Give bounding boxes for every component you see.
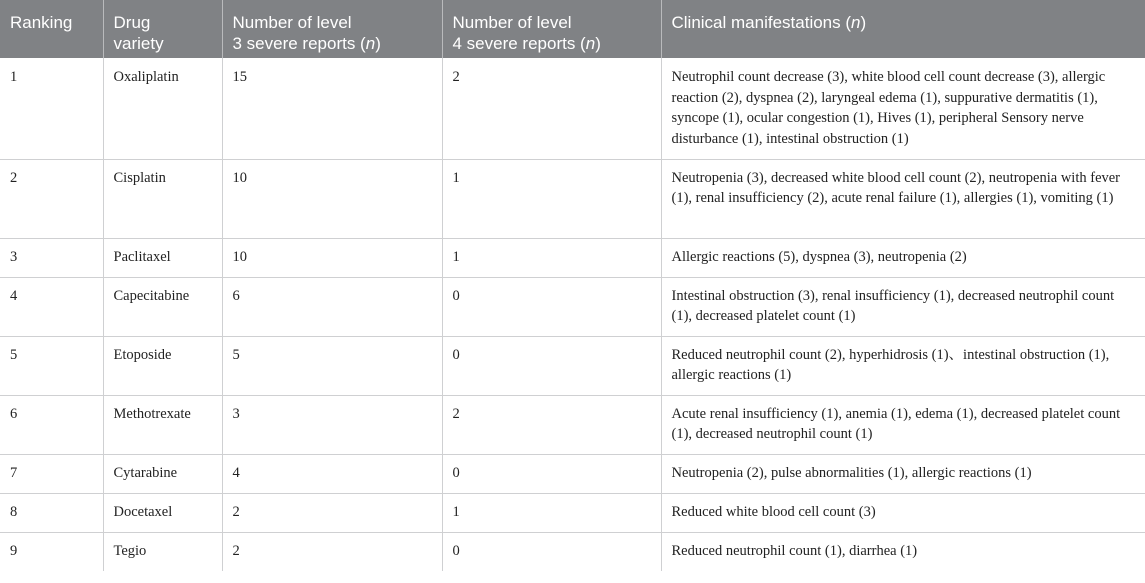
cell-drug: Paclitaxel bbox=[103, 238, 222, 277]
cell-level3: 6 bbox=[222, 277, 442, 336]
cell-clinical: Reduced white blood cell count (3) bbox=[661, 493, 1145, 532]
header-level3-line1: Number of level bbox=[232, 13, 352, 32]
table-row bbox=[0, 395, 1145, 454]
table-row bbox=[0, 493, 1145, 532]
cell-level4: 0 bbox=[442, 277, 661, 336]
cell-clinical: Intestinal obstruction (3), renal insufficiency (1), decreased neutrophil count (1), decreased platelet count (1) bbox=[661, 277, 1145, 336]
header-clinical-label: Clinical manifestations ( bbox=[671, 13, 852, 32]
header-row bbox=[0, 0, 1145, 58]
header-drug-line2: variety bbox=[113, 34, 164, 53]
cell-drug: Tegio bbox=[103, 532, 222, 571]
header-level3-n: n bbox=[365, 34, 376, 53]
cell-level3: 5 bbox=[222, 336, 442, 395]
cell-ranking: 7 bbox=[0, 454, 103, 493]
table-row bbox=[0, 532, 1145, 571]
header-clinical-manifestations bbox=[661, 0, 1145, 58]
cell-drug: Docetaxel bbox=[103, 493, 222, 532]
cell-ranking: 2 bbox=[0, 159, 103, 238]
cell-level4: 1 bbox=[442, 159, 661, 238]
cell-ranking: 4 bbox=[0, 277, 103, 336]
cell-level3: 2 bbox=[222, 493, 442, 532]
cell-level3: 15 bbox=[222, 58, 442, 159]
cell-ranking: 3 bbox=[0, 238, 103, 277]
header-clinical-n: n bbox=[851, 13, 861, 32]
table-body bbox=[0, 58, 1145, 571]
cell-ranking: 5 bbox=[0, 336, 103, 395]
cell-clinical: Reduced neutrophil count (1), diarrhea (1) bbox=[661, 532, 1145, 571]
cell-drug: Capecitabine bbox=[103, 277, 222, 336]
cell-drug: Methotrexate bbox=[103, 395, 222, 454]
cell-clinical: Reduced neutrophil count (2), hyperhidrosis (1)、intestinal obstruction (1), allergic reactions (1) bbox=[661, 336, 1145, 395]
cell-clinical: Acute renal insufficiency (1), anemia (1), edema (1), decreased platelet count (1), decreased neutrophil count (1) bbox=[661, 395, 1145, 454]
cell-level3: 10 bbox=[222, 238, 442, 277]
header-drug-variety bbox=[103, 0, 222, 58]
header-clinical-close: ) bbox=[860, 13, 867, 32]
header-level4-line1: Number of level bbox=[452, 13, 572, 32]
cell-level4: 1 bbox=[442, 238, 661, 277]
cell-drug: Cytarabine bbox=[103, 454, 222, 493]
header-level4-line2: 4 severe reports ( bbox=[452, 34, 586, 53]
cell-clinical: Neutropenia (2), pulse abnormalities (1), allergic reactions (1) bbox=[661, 454, 1145, 493]
cell-ranking: 9 bbox=[10, 542, 18, 559]
cell-drug: Cisplatin bbox=[103, 159, 222, 238]
cell-clinical: Neutrophil count decrease (3), white blood cell count decrease (3), allergic reaction (2), dyspnea (2), laryngeal edema (1), suppurative dermatitis (1), syncope (1), ocular congestion (1), Hives (1), peripheral Sensory nerve disturbance (1), intestinal obstruction (1) bbox=[661, 58, 1145, 159]
table-row bbox=[0, 58, 1145, 159]
header-drug-line1: Drug bbox=[113, 13, 151, 32]
header-ranking-label: Ranking bbox=[10, 13, 73, 32]
cell-clinical: Allergic reactions (5), dyspnea (3), neutropenia (2) bbox=[661, 238, 1145, 277]
table-row bbox=[0, 336, 1145, 395]
cell-level4: 0 bbox=[442, 532, 661, 571]
table-row bbox=[0, 454, 1145, 493]
header-level4-reports bbox=[442, 0, 661, 58]
cell-ranking: 6 bbox=[0, 395, 103, 454]
header-level3-reports bbox=[222, 0, 442, 58]
header-level3-line2: 3 severe reports ( bbox=[232, 34, 366, 53]
cell-clinical: Neutropenia (3), decreased white blood cell count (2), neutropenia with fever (1), renal insufficiency (2), acute renal failure (1), allergies (1), vomiting (1) bbox=[661, 159, 1145, 238]
cell-drug: Oxaliplatin bbox=[103, 58, 222, 159]
table-header bbox=[0, 0, 1145, 58]
cell-drug: Etoposide bbox=[103, 336, 222, 395]
cell-level3: 10 bbox=[222, 159, 442, 238]
cell-level3: 2 bbox=[222, 532, 442, 571]
cell-level3: 3 bbox=[222, 395, 442, 454]
cell-ranking: 1 bbox=[0, 58, 103, 159]
cell-level4: 2 bbox=[442, 395, 661, 454]
header-level4-close: ) bbox=[595, 34, 601, 53]
header-level3-close: ) bbox=[375, 34, 381, 53]
cell-level4: 2 bbox=[442, 58, 661, 159]
cell-level4: 1 bbox=[442, 493, 661, 532]
cell-level4: 0 bbox=[442, 336, 661, 395]
cell-level3: 4 bbox=[222, 454, 442, 493]
table-row bbox=[0, 238, 1145, 277]
cell-level4: 0 bbox=[442, 454, 661, 493]
header-level4-n: n bbox=[585, 34, 596, 53]
table-row bbox=[0, 277, 1145, 336]
table-row bbox=[0, 159, 1145, 238]
header-ranking bbox=[0, 0, 103, 58]
cell-ranking: 8 bbox=[0, 493, 103, 532]
